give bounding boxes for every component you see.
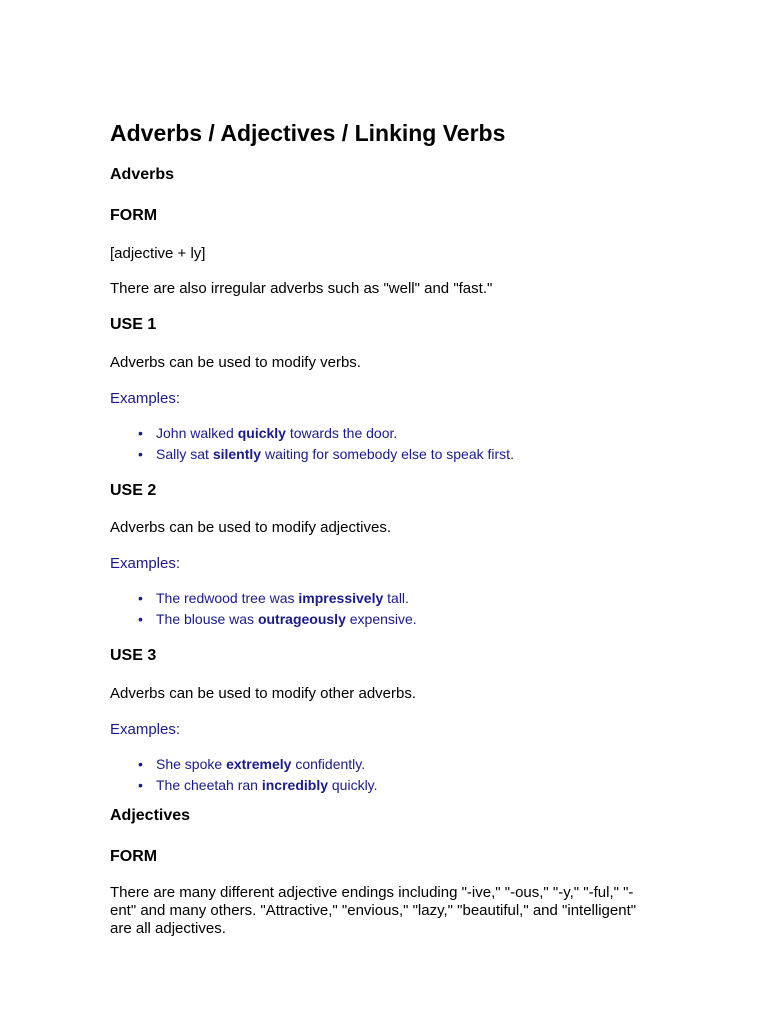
bullet-icon: •	[138, 425, 143, 441]
use-2-text: Adverbs can be used to modify adjectives.	[110, 519, 391, 536]
list-item	[110, 775, 378, 796]
example-text-before: The redwood tree was	[156, 590, 299, 606]
bullet-icon: •	[138, 446, 143, 462]
example-text-before: John walked	[156, 425, 238, 441]
list-item	[110, 754, 378, 775]
use-3-examples-label: Examples:	[110, 721, 181, 738]
use-1-examples-label: Examples:	[110, 390, 181, 407]
section-heading-adjectives: Adjectives	[110, 807, 191, 824]
use-1-examples-list	[110, 423, 514, 465]
example-bold-word: extremely	[226, 756, 292, 772]
adjectives-form-heading: FORM	[110, 848, 158, 865]
form-formula: [adjective + ly]	[110, 245, 206, 262]
example-text-before: Sally sat	[156, 446, 213, 462]
example-bold-word: silently	[212, 446, 262, 462]
example-text-before: She spoke	[156, 756, 227, 772]
example-text-after: confidently.	[291, 756, 366, 772]
list-item	[110, 588, 417, 609]
example-bold-word: outrageously	[257, 611, 346, 627]
example-text-after: towards the door.	[285, 425, 398, 441]
form-heading: FORM	[110, 207, 158, 224]
form-note: There are also irregular adverbs such as "well" and "fast."	[110, 280, 493, 297]
list-item	[110, 609, 417, 630]
example-text-after: expensive.	[345, 611, 417, 627]
example-text-before: The blouse was	[156, 611, 258, 627]
section-heading-adverbs: Adverbs	[110, 166, 175, 183]
use-1-heading: USE 1	[110, 316, 157, 333]
example-bold-word: impressively	[298, 590, 384, 606]
use-3-text: Adverbs can be used to modify other adverbs.	[110, 685, 417, 702]
paragraph-line: ent" and many others. "Attractive," "envious," "lazy," "beautiful," and "intelligent"	[110, 902, 637, 919]
bullet-icon: •	[138, 756, 143, 772]
example-text-after: tall.	[383, 590, 409, 606]
use-2-examples-label: Examples:	[110, 555, 181, 572]
use-3-examples-list	[110, 754, 378, 796]
use-1-text: Adverbs can be used to modify verbs.	[110, 354, 361, 371]
example-text-after: waiting for somebody else to speak first.	[261, 446, 514, 462]
paragraph-line: are all adjectives.	[110, 920, 226, 937]
bullet-icon: •	[138, 590, 143, 606]
bullet-icon: •	[138, 611, 143, 627]
use-3-heading: USE 3	[110, 647, 157, 664]
example-text-after: quickly.	[328, 777, 378, 793]
adjectives-form-paragraph	[110, 884, 636, 938]
use-2-examples-list	[110, 588, 417, 630]
example-bold-word: quickly	[237, 425, 286, 441]
paragraph-line: There are many different adjective endings including "-ive," "-ous," "-y," "-ful," "-	[110, 884, 634, 901]
example-text-before: The cheetah ran	[156, 777, 262, 793]
page-title: Adverbs / Adjectives / Linking Verbs	[110, 120, 506, 146]
use-2-heading: USE 2	[110, 482, 157, 499]
bullet-icon: •	[138, 777, 143, 793]
example-bold-word: incredibly	[261, 777, 328, 793]
list-item	[110, 444, 514, 465]
list-item	[110, 423, 514, 444]
